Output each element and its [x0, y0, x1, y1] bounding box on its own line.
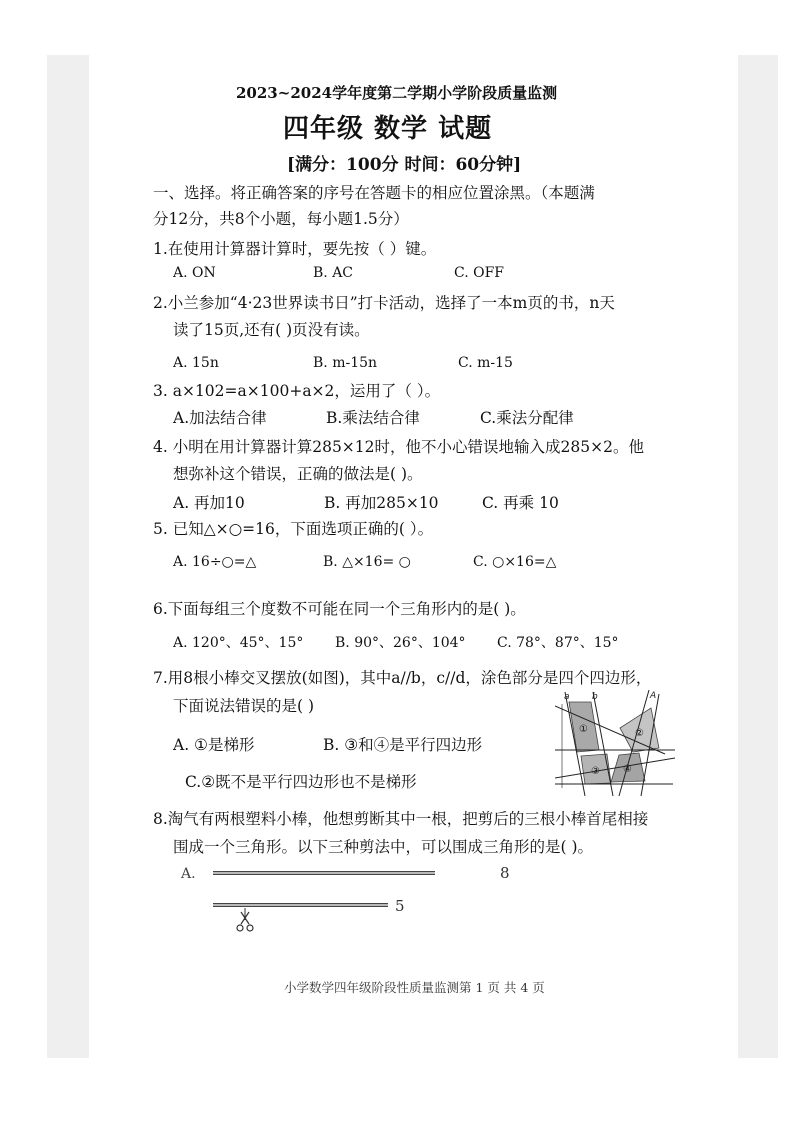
question-5-option-a[interactable]: A. 16÷○=△ [173, 554, 257, 570]
question-2-option-a[interactable]: A. 15n [173, 355, 219, 371]
question-2-text-line1: 2.小兰参加“4·23世界读书日”打卡活动，选择了一本m页的书，n天 [153, 294, 615, 312]
question-8-text-line1: 8.淘气有两根塑料小棒，他想剪断其中一根，把剪后的三根小棒首尾相接 [153, 810, 649, 828]
question-4-text-line2: 想弥补这个错误，正确的做法是( )。 [173, 465, 423, 483]
label-quad-3: ③ [591, 766, 600, 777]
question-4-option-a[interactable]: A. 再加10 [173, 494, 245, 512]
exam-title: 四年级 数学 试题 [283, 114, 493, 144]
scissors-icon [237, 908, 253, 931]
label-quad-4: ④ [623, 764, 632, 775]
page-footer: 小学数学四年级阶段性质量监测第 1 页 共 4 页 [284, 980, 545, 995]
label-A: A [650, 691, 657, 701]
question-1-option-b[interactable]: B. AC [313, 265, 354, 281]
question-4-option-b[interactable]: B. 再加285×10 [324, 494, 439, 512]
question-7-text-line2: 下面说法错误的是( ) [173, 697, 315, 715]
question-5-option-b[interactable]: B. △×16= ○ [323, 554, 411, 570]
question-3-option-a[interactable]: A.加法结合律 [173, 409, 267, 427]
question-7-option-b[interactable]: B. ③和④是平行四边形 [323, 736, 483, 754]
question-2-option-c[interactable]: C. m-15 [458, 355, 513, 371]
question-6-option-c[interactable]: C. 78°、87°、15° [497, 635, 619, 651]
question-5-text: 5. 已知△×○=16，下面选项正确的( ）。 [153, 520, 434, 538]
question-3-text: 3. a×102=a×100+a×2，运用了（ ）。 [153, 382, 441, 400]
question-3-option-b[interactable]: B.乘法结合律 [326, 409, 420, 427]
question-3-option-c[interactable]: C.乘法分配律 [480, 409, 574, 427]
question-1-option-c[interactable]: C. OFF [454, 265, 505, 281]
label-quad-1: ① [579, 724, 588, 735]
section-instruction-line1: 一、选择。将正确答案的序号在答题卡的相应位置涂黑。（本题满 [153, 184, 595, 202]
label-b: b [592, 692, 598, 702]
question-8-option-a[interactable]: A. [181, 866, 196, 882]
section-instruction-line2: 分12分，共8个小题，每小题1.5分） [153, 210, 409, 228]
stick-long-label: 8 [500, 864, 510, 882]
question-4-text-line1: 4. 小明在用计算器计算285×12时，他不小心错误地输入成285×2。他 [153, 438, 644, 456]
question-5-option-c[interactable]: C. ○×16=△ [473, 554, 557, 570]
question-7-figure [555, 688, 680, 800]
exam-meta: [满分：100分 时间：60分钟] [287, 155, 522, 175]
label-quad-2: ② [635, 728, 644, 739]
question-6-option-b[interactable]: B. 90°、26°、104° [335, 635, 466, 651]
question-6-text: 6.下面每组三个度数不可能在同一个三角形内的是( )。 [153, 600, 526, 618]
question-2-text-line2: 读了15页,还有( )页没有读。 [173, 321, 370, 339]
label-a: a [564, 692, 570, 702]
left-margin-shade [47, 55, 89, 1058]
question-4-option-c[interactable]: C. 再乘 10 [482, 494, 559, 512]
question-2-option-b[interactable]: B. m-15n [313, 355, 378, 371]
question-1-text: 1.在使用计算器计算时，要先按（ ）键。 [153, 240, 437, 258]
question-6-option-a[interactable]: A. 120°、45°、15° [173, 635, 304, 651]
stick-short-label: 5 [395, 897, 405, 915]
question-7-text-line1: 7.用8根小棒交叉摆放(如图)，其中a//b，c//d，涂色部分是四个四边形， [153, 669, 652, 687]
right-margin-shade [738, 55, 778, 1058]
question-8-text-line2: 围成一个三角形。以下三种剪法中，可以围成三角形的是( )。 [173, 838, 594, 856]
question-1-option-a[interactable]: A. ON [173, 265, 216, 281]
question-7-option-a[interactable]: A. ①是梯形 [173, 736, 255, 754]
exam-header-line: 2023~2024学年度第二学期小学阶段质量监测 [236, 84, 558, 102]
question-7-option-c[interactable]: C.②既不是平行四边形也不是梯形 [185, 773, 417, 791]
